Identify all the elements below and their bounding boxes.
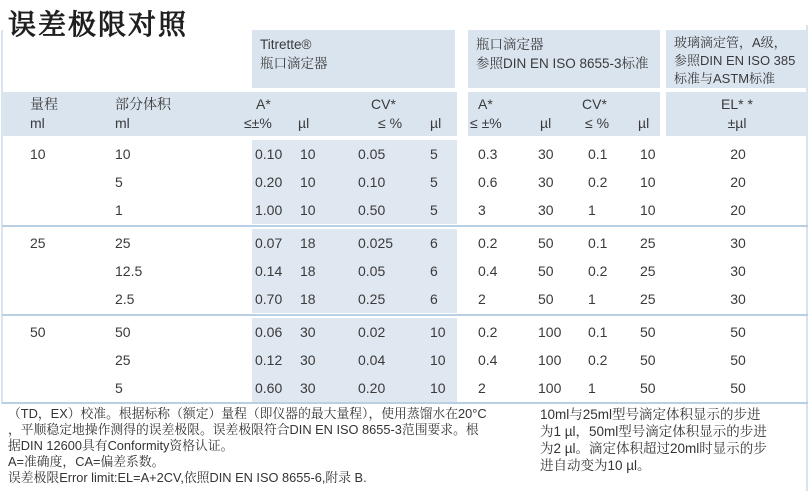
cell-titrette-a: 0.60 [252, 374, 298, 402]
cell-titrette-a-ul: 30 [298, 374, 354, 402]
cell-gap [660, 374, 668, 402]
table-row [0, 140, 811, 168]
footnote-right [540, 406, 808, 474]
cell-titrette-cv: 0.025 [354, 229, 424, 257]
cell-partial-volume: 10 [115, 146, 131, 162]
cell-gap [457, 257, 468, 285]
cell-titrette-a-ul: 10 [298, 140, 354, 168]
cell-titrette-cv-ul: 6 [424, 257, 457, 285]
cell-error-limit: 20 [730, 146, 746, 162]
cell-gap [457, 196, 468, 224]
cell-gap [457, 346, 468, 374]
cell-titrette-cv-ul: 5 [424, 196, 457, 224]
group-header-line: 瓶口滴定器 [260, 56, 328, 71]
cell-error-limit: 30 [730, 263, 746, 279]
cell-titrette-cv-ul: 5 [424, 140, 457, 168]
cell-titrette-cv: 0.02 [354, 318, 424, 346]
cell-burette-a: 0.2 [478, 324, 498, 340]
cell-error-limit: 50 [730, 324, 746, 340]
cell-titrette-a: 0.20 [252, 168, 298, 196]
cell-burette-a: 0.4 [478, 263, 498, 279]
table-section-25ml [0, 229, 811, 313]
col-header-titrette-accuracy: A* ≤±% [244, 96, 272, 131]
cell-gap [660, 285, 668, 313]
cell-burette-a: 0.4 [478, 352, 498, 368]
table-row [0, 374, 811, 402]
cell-partial-volume: 25 [115, 235, 131, 251]
cell-error-limit: 50 [730, 352, 746, 368]
cell-titrette-a-ul: 10 [298, 196, 354, 224]
cell-burette-cv: 0.2 [588, 263, 608, 279]
cell-error-limit: 30 [730, 291, 746, 307]
cell-titrette-a-ul: 18 [298, 285, 354, 313]
cell-gap [660, 229, 668, 257]
cell-titrette-cv: 0.05 [354, 257, 424, 285]
cell-partial-volume: 5 [115, 380, 123, 396]
cell-burette-cv-ul: 10 [640, 146, 656, 162]
cell-titrette-a-ul: 18 [298, 229, 354, 257]
cell-titrette-a-ul: 18 [298, 257, 354, 285]
cell-titrette-a: 0.06 [252, 318, 298, 346]
cell-titrette-cv: 0.10 [354, 168, 424, 196]
cell-burette-a: 2 [478, 380, 486, 396]
cell-error-limit: 50 [730, 380, 746, 396]
cell-partial-volume: 2.5 [115, 291, 135, 307]
col-header-titrette-accuracy-ul: µl [298, 115, 310, 131]
cell-titrette-cv: 0.04 [354, 346, 424, 374]
cell-burette-cv: 0.1 [588, 146, 608, 162]
cell-burette-cv: 1 [588, 202, 596, 218]
cell-gap [457, 168, 468, 196]
cell-titrette-cv-ul: 6 [424, 229, 457, 257]
cell-burette-cv-ul: 25 [640, 263, 656, 279]
table-bottom-line [2, 402, 808, 404]
cell-titrette-a: 0.12 [252, 346, 298, 374]
col-header-burette-cv-ul: µl [638, 115, 650, 131]
cell-burette-a-ul: 50 [538, 291, 554, 307]
cell-titrette-cv: 0.20 [354, 374, 424, 402]
col-header-burette-accuracy-ul: µl [540, 115, 552, 131]
cell-gap [660, 168, 668, 196]
cell-gap [457, 285, 468, 313]
footnote-line: A=准确度，CA=偏差系数。 [8, 454, 165, 469]
table-section-50ml [0, 318, 811, 402]
cell-partial-volume: 50 [115, 324, 131, 340]
footnote-line: 进自动变为10 µl。 [540, 458, 651, 473]
cell-range: 10 [30, 146, 46, 162]
table-row [0, 168, 811, 196]
group-header-line: 参照DIN EN ISO 385 [674, 53, 796, 68]
cell-titrette-a: 0.14 [252, 257, 298, 285]
cell-burette-a: 3 [478, 202, 486, 218]
col-header-partial-volume: 部分体积 ml [115, 96, 171, 131]
cell-gap [660, 318, 668, 346]
cell-titrette-cv: 0.25 [354, 285, 424, 313]
group-header-line: Titrette® [260, 37, 312, 52]
cell-range: 50 [30, 324, 46, 340]
footnote-line: 据DIN 12600具有Conformity资格认证。 [8, 438, 234, 453]
footnote-line: ，平顺稳定地操作测得的误差极限。误差极限符合DIN EN ISO 8655-3范围要求。根 [8, 422, 479, 437]
cell-titrette-a: 1.00 [252, 196, 298, 224]
cell-burette-a-ul: 50 [538, 263, 554, 279]
cell-burette-cv: 0.1 [588, 235, 608, 251]
group-header-bottle-top-burette [468, 30, 660, 88]
cell-burette-cv: 1 [588, 380, 596, 396]
cell-burette-cv-ul: 50 [640, 380, 656, 396]
cell-burette-a-ul: 30 [538, 174, 554, 190]
cell-burette-a: 2 [478, 291, 486, 307]
table-row [0, 346, 811, 374]
cell-range [30, 168, 115, 196]
cell-burette-cv-ul: 25 [640, 291, 656, 307]
col-header-titrette-cv: CV* ≤ % [371, 96, 403, 131]
page-title: 误差极限对照 [8, 9, 189, 40]
col-header-burette-accuracy: A* ≤ ±% [470, 96, 502, 131]
cell-burette-a-ul: 100 [538, 380, 562, 396]
cell-titrette-a: 0.07 [252, 229, 298, 257]
cell-range [30, 285, 115, 313]
cell-titrette-cv-ul: 10 [424, 374, 457, 402]
col-header-titrette-cv-ul: µl [430, 115, 442, 131]
table-row [0, 229, 811, 257]
cell-partial-volume: 25 [115, 352, 131, 368]
cell-burette-a-ul: 100 [538, 324, 562, 340]
col-header-error-limit: EL* * ±µl [721, 96, 753, 131]
cell-burette-cv: 0.2 [588, 352, 608, 368]
cell-gap [457, 318, 468, 346]
cell-range [30, 346, 115, 374]
cell-error-limit: 20 [730, 174, 746, 190]
group-header-line: 瓶口滴定器 [476, 37, 544, 52]
table-row [0, 318, 811, 346]
cell-titrette-a-ul: 10 [298, 168, 354, 196]
cell-gap [457, 140, 468, 168]
cell-burette-cv-ul: 50 [640, 324, 656, 340]
cell-range [30, 196, 115, 224]
cell-burette-a: 0.3 [478, 146, 498, 162]
cell-burette-a-ul: 30 [538, 202, 554, 218]
footnote-line: 误差极限Error limit:EL=A+2CV,依照DIN EN ISO 8655-6,附录 B. [8, 470, 367, 485]
cell-titrette-cv-ul: 10 [424, 346, 457, 374]
cell-error-limit: 30 [730, 235, 746, 251]
group-header-titrette [252, 30, 455, 88]
cell-range [30, 374, 115, 402]
cell-burette-a-ul: 50 [538, 235, 554, 251]
cell-titrette-cv-ul: 5 [424, 168, 457, 196]
footnote-line: 10ml与25ml型号滴定体积显示的步进 [540, 407, 761, 422]
cell-burette-cv: 0.2 [588, 174, 608, 190]
cell-gap [660, 257, 668, 285]
group-header-glass-burette [666, 30, 808, 88]
table-row [0, 285, 811, 313]
cell-burette-cv: 1 [588, 291, 596, 307]
cell-burette-a: 0.2 [478, 235, 498, 251]
cell-burette-cv-ul: 50 [640, 352, 656, 368]
cell-titrette-cv-ul: 6 [424, 285, 457, 313]
cell-titrette-cv: 0.50 [354, 196, 424, 224]
cell-partial-volume: 5 [115, 174, 123, 190]
cell-gap [457, 229, 468, 257]
comparison-table [0, 140, 811, 404]
cell-titrette-a-ul: 30 [298, 318, 354, 346]
cell-gap [457, 374, 468, 402]
cell-gap [660, 346, 668, 374]
cell-burette-cv: 0.1 [588, 324, 608, 340]
cell-partial-volume: 12.5 [115, 263, 143, 279]
footnote-line: 为1 µl，50ml型号滴定体积显示的步进 [540, 424, 767, 439]
cell-burette-cv-ul: 10 [640, 174, 656, 190]
col-header-range: 量程 ml [30, 96, 58, 131]
cell-range: 25 [30, 235, 46, 251]
table-row [0, 196, 811, 224]
cell-titrette-a: 0.10 [252, 140, 298, 168]
cell-titrette-a-ul: 30 [298, 346, 354, 374]
footnote-line: （TD，EX）校准。根据标称（额定）量程（即仪器的最大量程），使用蒸馏水在20°C [8, 406, 487, 421]
col-header-burette-cv: CV* ≤ % [582, 96, 610, 131]
cell-burette-a-ul: 100 [538, 352, 562, 368]
table-row [0, 257, 811, 285]
footnote-left [8, 406, 540, 486]
group-header-line: 玻璃滴定管，A级， [674, 35, 787, 50]
table-section-10ml [0, 140, 811, 224]
group-header-line: 标准与ASTM标准 [674, 71, 776, 86]
cell-gap [660, 196, 668, 224]
cell-burette-a: 0.6 [478, 174, 498, 190]
group-header-line: 参照DIN EN ISO 8655-3标准 [476, 56, 649, 71]
footnote-line: 为2 µl。滴定体积超过20ml时显示的步 [540, 441, 767, 456]
section-separator [0, 224, 811, 229]
cell-burette-cv-ul: 25 [640, 235, 656, 251]
cell-range [30, 257, 115, 285]
section-separator [0, 313, 811, 318]
cell-burette-cv-ul: 10 [640, 202, 656, 218]
cell-titrette-a: 0.70 [252, 285, 298, 313]
cell-partial-volume: 1 [115, 202, 123, 218]
cell-burette-a-ul: 30 [538, 146, 554, 162]
cell-gap [660, 140, 668, 168]
cell-titrette-cv-ul: 10 [424, 318, 457, 346]
cell-titrette-cv: 0.05 [354, 140, 424, 168]
cell-error-limit: 20 [730, 202, 746, 218]
